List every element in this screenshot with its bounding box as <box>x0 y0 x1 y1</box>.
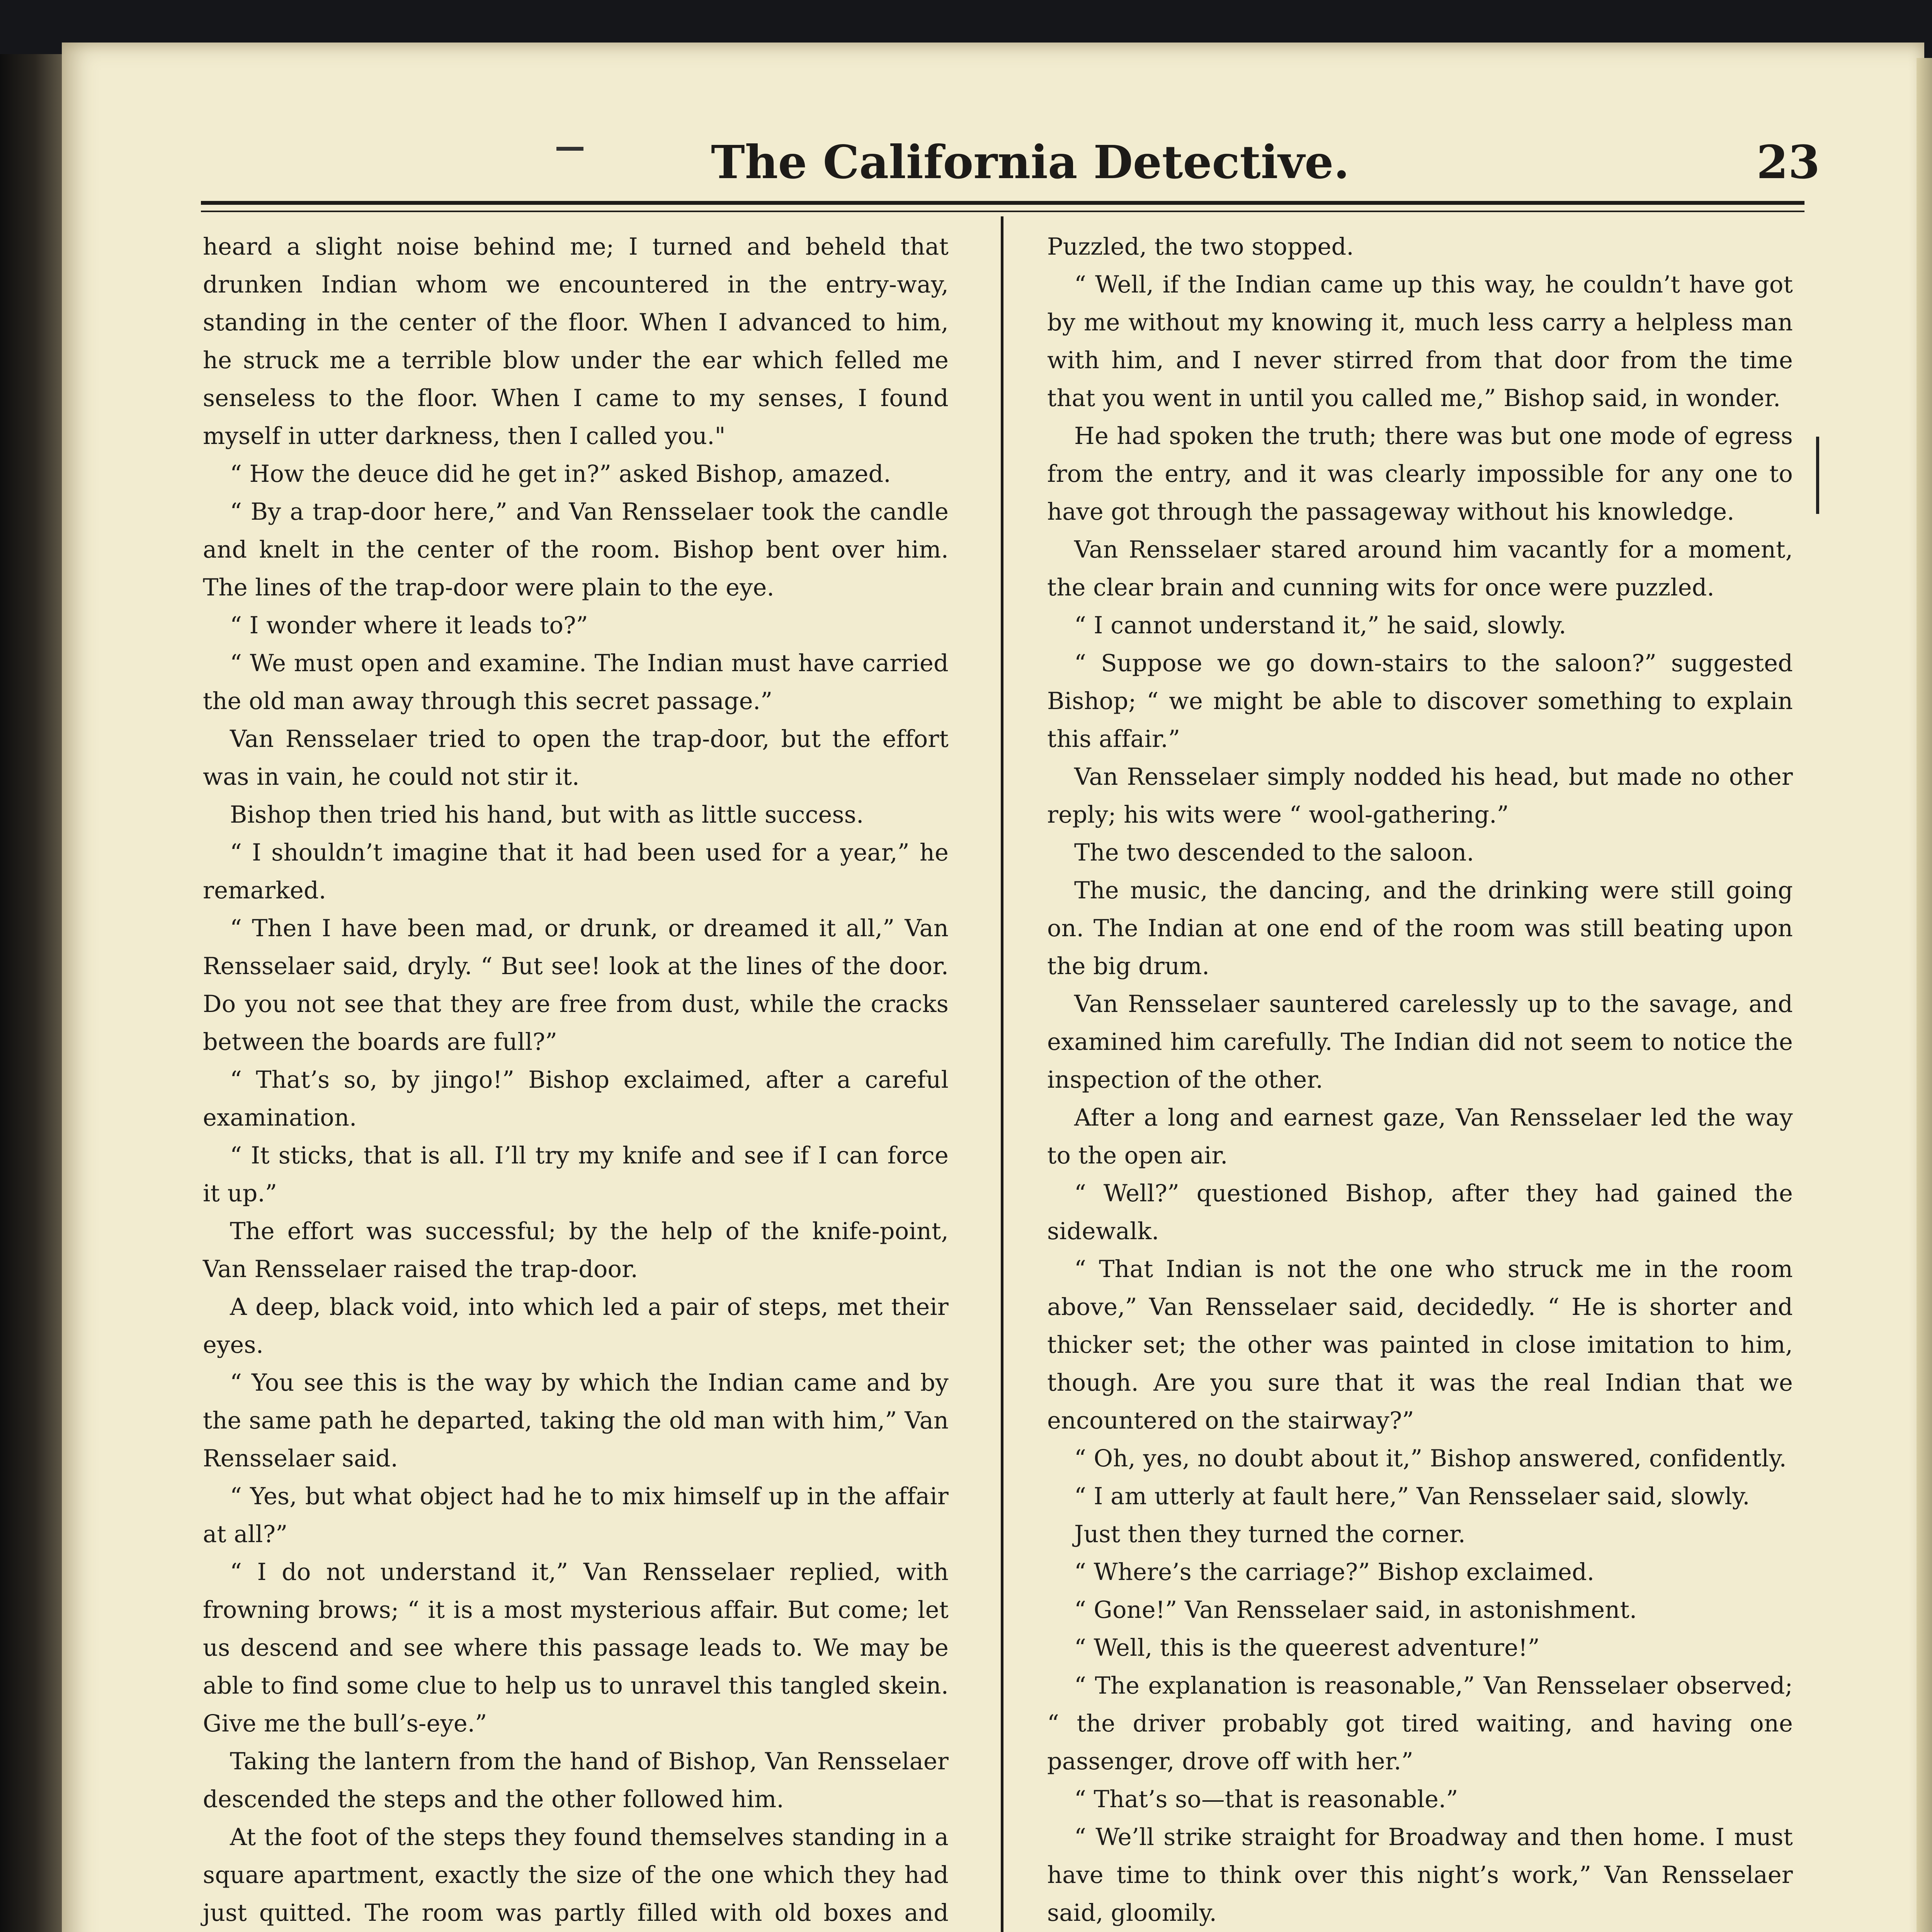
paragraph: “ We must open and examine. The Indian must have carried the old man away through this secret passage.” <box>203 650 949 715</box>
book-spine <box>0 54 70 1932</box>
running-header <box>688 135 1820 205</box>
paragraph: “ How the deuce did he get in?” asked Bishop, amazed. <box>230 461 891 488</box>
paragraph: After a long and earnest gaze, Van Rensselaer led the way to the open air. <box>1047 1104 1793 1169</box>
left-column <box>203 228 949 1932</box>
header-rule-thin <box>201 211 1804 212</box>
paragraph: He had spoken the truth; there was but one mode of egress from the entry, and it was clearly impossible for any one to have got through the passageway without his knowledge. <box>1047 423 1793 526</box>
paragraph: At the foot of the steps they found themselves standing in a square apartment, exactly the size of the one which they had just quitted. The room was partly filled with old boxes and <box>203 1824 949 1927</box>
paragraph: “ Gone!” Van Rensselaer said, in astonishment. <box>1074 1597 1637 1624</box>
paragraph: “ Then I have been mad, or drunk, or dreamed it all,” Van Rensselaer said, dryly. “ But see! look at the lines of the door. Do you not see that they are free from dust, while the cracks between the boards are full?” <box>203 915 949 1056</box>
paragraph: Van Rensselaer sauntered carelessly up to the savage, and examined him carefully. The Indian did not seem to notice the inspection of the other. <box>1047 991 1793 1094</box>
paragraph: heard a slight noise behind me; I turned and beheld that drunken Indian whom we encountered in the entry-way, standing in the center of the floor. When I advanced to him, he struck me a terrible blow under the ear which felled me senseless to the floor. When I came to my senses, I found myself in utter darkness, then I called you." <box>203 233 949 450</box>
paragraph: Just then they turned the corner. <box>1074 1521 1466 1548</box>
column-divider <box>1001 216 1003 1932</box>
paragraph: “ Well, if the Indian came up this way, he couldn’t have got by me without my knowing it, much less carry a helpless man with him, and I never stirred from that door from the time that you went in until you called me,” Bishop said, in wonder. <box>1047 271 1793 412</box>
paragraph: A deep, black void, into which led a pair of steps, met their eyes. <box>203 1294 949 1359</box>
paragraph: “ That’s so, by jingo!” Bishop exclaimed, after a careful examination. <box>203 1066 949 1131</box>
paragraph: Van Rensselaer simply nodded his head, but made no other reply; his wits were “ wool-gathering.” <box>1047 764 1793 828</box>
paragraph: “ You see this is the way by which the Indian came and by the same path he departed, taking the old man with him,” Van Rensselaer said. <box>203 1369 949 1472</box>
paragraph: “ Well, this is the queerest adventure!” <box>1074 1634 1540 1662</box>
paragraph: “ I shouldn’t imagine that it had been used for a year,” he remarked. <box>203 839 949 904</box>
stray-mark <box>556 147 583 151</box>
paragraph: The two descended to the saloon. <box>1074 839 1475 866</box>
margin-mark <box>1816 437 1819 514</box>
paragraph: “ We’ll strike straight for Broadway and then home. I must have time to think over this night’s work,” Van Rensselaer said, gloomily. <box>1047 1824 1793 1927</box>
paragraph: Van Rensselaer tried to open the trap-door, but the effort was in vain, he could not stir it. <box>203 726 949 791</box>
paragraph: “ That’s so—that is reasonable.” <box>1074 1786 1458 1813</box>
paragraph: “ Oh, yes, no doubt about it,” Bishop answered, confidently. <box>1074 1445 1787 1472</box>
paragraph: “ It sticks, that is all. I’ll try my knife and see if I can force it up.” <box>203 1142 949 1207</box>
page-number: 23 <box>1756 135 1820 189</box>
paragraph: “ Well?” questioned Bishop, after they had gained the sidewalk. <box>1047 1180 1793 1245</box>
paragraph: “ By a trap-door here,” and Van Rensselaer took the candle and knelt in the center of the room. Bishop bent over him. The lines of the trap-door were plain to the eye. <box>203 498 949 601</box>
paragraph: Bishop then tried his hand, but with as little success. <box>230 801 864 828</box>
paragraph: “ The explanation is reasonable,” Van Rensselaer observed; “ the driver probably got tired waiting, and having one passenger, drove off with her.” <box>1047 1672 1793 1775</box>
paragraph: The effort was successful; by the help of the knife-point, Van Rensselaer raised the trap-door. <box>203 1218 949 1283</box>
paragraph: “ That Indian is not the one who struck me in the room above,” Van Rensselaer said, decidedly. “ He is shorter and thicker set; the other was painted in close imitation to him, though. Are you sure that it was the real Indian that we encountered on the stairway?” <box>1047 1256 1793 1434</box>
page-edge <box>1917 58 1932 1932</box>
paragraph: “ I do not understand it,” Van Rensselaer replied, with frowning brows; “ it is a most mysterious affair. But come; let us descend and see where this passage leads to. We may be able to find some clue to help us to unravel this tangled skein. Give me the bull’s-eye.” <box>203 1559 949 1737</box>
paragraph: Van Rensselaer stared around him vacantly for a moment, the clear brain and cunning wits for once were puzzled. <box>1047 536 1793 601</box>
page-title: The California Detective. <box>711 135 1350 189</box>
paragraph: “ Yes, but what object had he to mix himself up in the affair at all?” <box>203 1483 949 1548</box>
paragraph: Puzzled, the two stopped. <box>1047 233 1354 260</box>
paragraph: “ I cannot understand it,” he said, slowly. <box>1074 612 1566 639</box>
paragraph: Taking the lantern from the hand of Bishop, Van Rensselaer descended the steps and the other followed him. <box>203 1748 949 1813</box>
paragraph: “ Suppose we go down-stairs to the saloon?” suggested Bishop; “ we might be able to discover something to explain this affair.” <box>1047 650 1793 753</box>
paragraph: “ I wonder where it leads to?” <box>230 612 588 639</box>
right-column <box>1047 228 1793 1932</box>
header-rule <box>201 201 1804 205</box>
paragraph: “ Where’s the carriage?” Bishop exclaimed. <box>1074 1559 1595 1586</box>
paragraph: “ I am utterly at fault here,” Van Rensselaer said, slowly. <box>1074 1483 1750 1510</box>
paragraph: The music, the dancing, and the drinking were still going on. The Indian at one end of the room was still beating upon the big drum. <box>1047 877 1793 980</box>
